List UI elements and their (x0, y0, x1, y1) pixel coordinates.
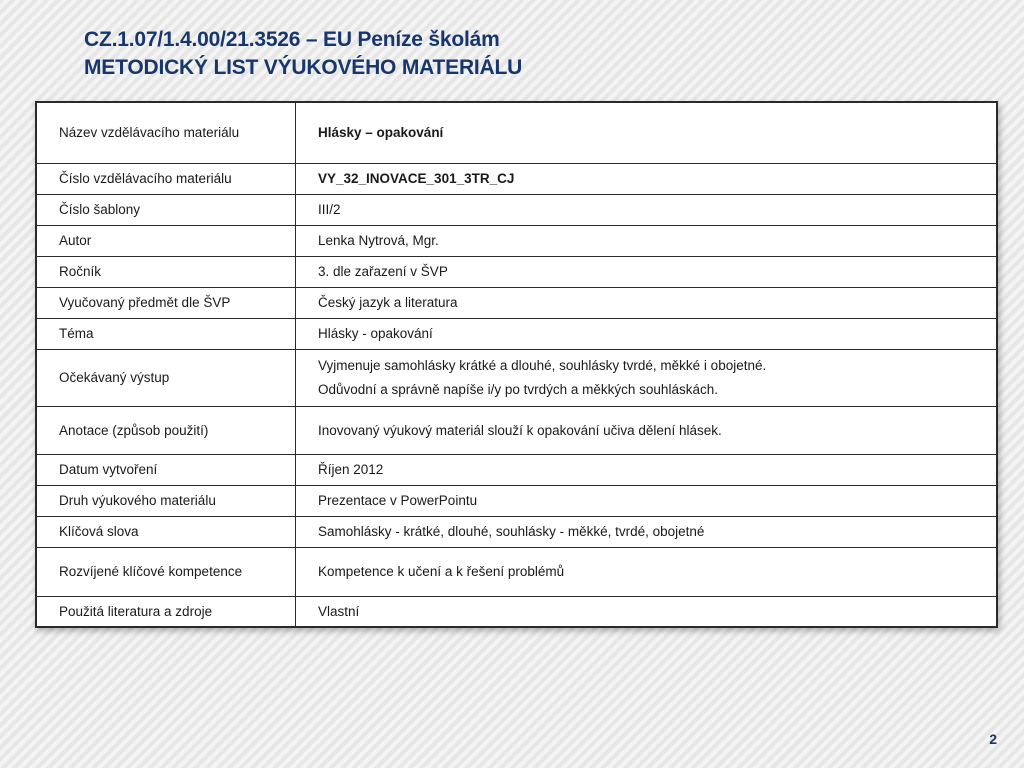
table-row (37, 485, 996, 516)
table-row (37, 194, 996, 225)
row-value: 3. dle zařazení v ŠVP (296, 256, 997, 287)
table-row (37, 287, 996, 318)
row-value: Vlastní (296, 596, 997, 626)
row-value: Lenka Nytrová, Mgr. (296, 225, 997, 256)
row-label: Vyučovaný předmět dle ŠVP (37, 287, 296, 318)
metadata-table (37, 103, 996, 626)
row-label: Téma (37, 318, 296, 349)
table-row (37, 516, 996, 547)
row-label: Klíčová slova (37, 516, 296, 547)
table-row (37, 256, 996, 287)
table-row (37, 225, 996, 256)
row-value: III/2 (296, 194, 997, 225)
row-value (296, 103, 997, 163)
row-label: Ročník (37, 256, 296, 287)
metadata-table-frame (35, 101, 998, 628)
row-label: Použitá literatura a zdroje (37, 596, 296, 626)
row-value: Prezentace v PowerPointu (296, 485, 997, 516)
row-value: Kompetence k učení a k řešení problémů (296, 547, 997, 596)
table-row (37, 406, 996, 454)
row-label: Očekávaný výstup (37, 349, 296, 406)
row-value-line: Odůvodní a správně napíše i/y po tvrdých a měkkých souhláskách. (318, 381, 718, 397)
row-value-text: Hlásky – opakování (318, 125, 444, 141)
row-label: Anotace (způsob použití) (37, 406, 296, 454)
row-value-text: VY_32_INOVACE_301_3TR_CJ (318, 171, 515, 186)
table-row (37, 103, 996, 163)
table-row (37, 547, 996, 596)
table-row (37, 163, 996, 194)
page-title: METODICKÝ LIST VÝUKOVÉHO MATERIÁLU (84, 56, 523, 79)
row-value: Říjen 2012 (296, 454, 997, 485)
row-value: Inovovaný výukový materiál slouží k opakování učiva dělení hlásek. (296, 406, 997, 454)
row-value: Český jazyk a literatura (296, 287, 997, 318)
row-label: Druh výukového materiálu (37, 485, 296, 516)
row-value (296, 163, 997, 194)
row-label: Rozvíjené klíčové kompetence (37, 547, 296, 596)
row-label: Datum vytvoření (37, 454, 296, 485)
row-label: Číslo šablony (37, 194, 296, 225)
row-value-line: Vyjmenuje samohlásky krátké a dlouhé, souhlásky tvrdé, měkké i obojetné. (318, 357, 767, 373)
row-value: Hlásky - opakování (296, 318, 997, 349)
row-label: Autor (37, 225, 296, 256)
project-code-title: CZ.1.07/1.4.00/21.3526 – EU Peníze školám (84, 28, 500, 51)
row-label: Název vzdělávacího materiálu (37, 103, 296, 163)
table-row (37, 454, 996, 485)
row-value: Samohlásky - krátké, dlouhé, souhlásky - měkké, tvrdé, obojetné (296, 516, 997, 547)
page-number: 2 (989, 731, 997, 747)
row-value (296, 349, 997, 406)
slide-header (84, 26, 522, 82)
table-row (37, 596, 996, 626)
row-label: Číslo vzdělávacího materiálu (37, 163, 296, 194)
table-row (37, 349, 996, 406)
table-row (37, 318, 996, 349)
